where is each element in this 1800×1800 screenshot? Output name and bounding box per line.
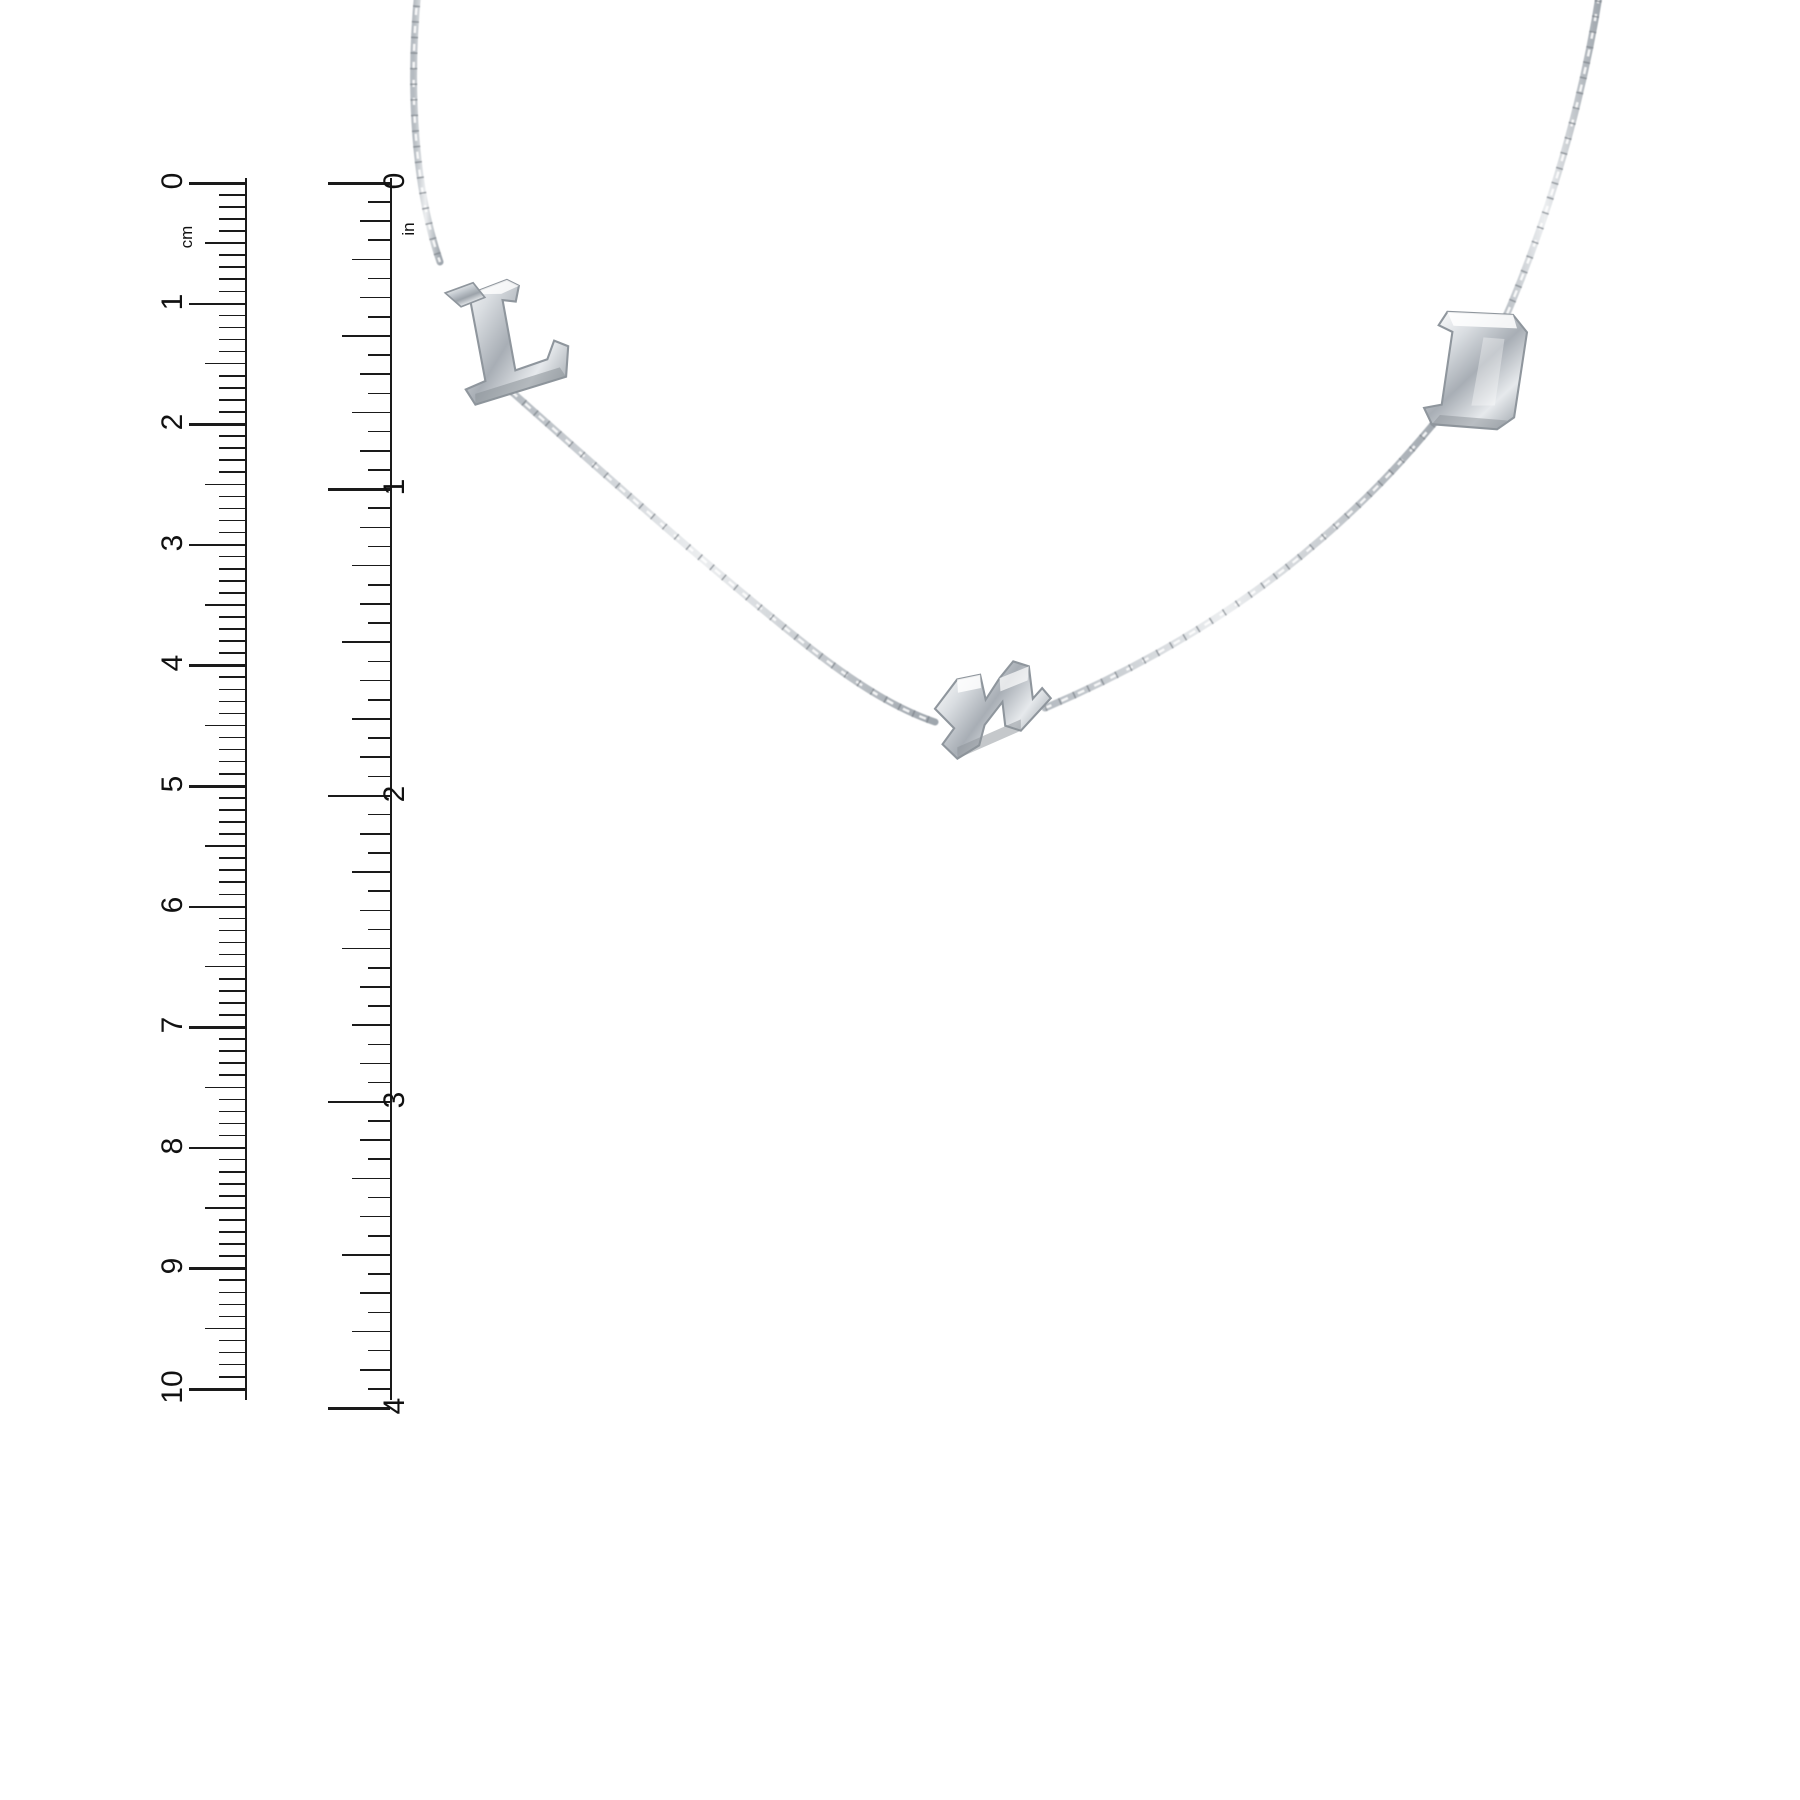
- ruler-inch-minor-tick: [360, 1139, 390, 1141]
- ruler-cm-label: 7: [156, 1016, 189, 1034]
- ruler-inch-minor-tick: [360, 220, 390, 222]
- ruler-cm-label: 6: [156, 896, 189, 913]
- chain-segment-upper-right: [1500, 0, 1600, 330]
- ruler-inch-minor-tick: [352, 259, 390, 261]
- ruler-cm-minor-tick: [205, 845, 247, 847]
- ruler-cm-minor-tick: [219, 749, 247, 751]
- ruler-cm-minor-tick: [219, 676, 247, 678]
- ruler-cm-minor-tick: [219, 1135, 247, 1137]
- ruler-cm-minor-tick: [219, 1099, 247, 1101]
- ruler-cm-minor-tick: [219, 1376, 247, 1378]
- ruler-cm-minor-tick: [219, 375, 247, 377]
- ruler-cm-label: 4: [156, 655, 189, 672]
- ruler-inch-minor-tick: [368, 316, 390, 318]
- ruler-cm-minor-tick: [219, 616, 247, 618]
- charm-letter-d: [1422, 302, 1532, 438]
- ruler-cm-minor-tick: [219, 278, 247, 280]
- ruler-inch-minor-tick: [368, 1005, 390, 1007]
- ruler-cm-minor-tick: [219, 447, 247, 449]
- charm-letter-a-label: [965, 690, 966, 691]
- ruler-cm-minor-tick: [219, 1255, 247, 1257]
- ruler-cm-minor-tick: [219, 351, 247, 353]
- ruler-inch-minor-tick: [368, 239, 390, 241]
- ruler-cm-label: 8: [156, 1137, 189, 1155]
- ruler-inch-minor-tick: [360, 756, 390, 758]
- ruler-cm-minor-tick: [219, 1050, 247, 1052]
- ruler-cm-minor-tick: [219, 1243, 247, 1245]
- ruler-cm-unit-caption: cm: [177, 225, 196, 249]
- ruler-cm-minor-tick: [219, 857, 247, 859]
- ruler-cm-minor-tick: [205, 242, 247, 244]
- ruler-inch-minor-tick: [360, 910, 390, 912]
- chain-segment-a-to-d: [1045, 410, 1445, 708]
- ruler-cm-minor-tick: [219, 942, 247, 944]
- ruler-cm-major-tick: [189, 1147, 247, 1150]
- ruler-inch-minor-tick: [360, 527, 390, 529]
- ruler-cm-minor-tick: [205, 725, 247, 727]
- ruler-cm-baseline: [245, 178, 247, 1400]
- charm-letter-d-label: [1450, 350, 1451, 351]
- ruler-cm-minor-tick: [219, 1304, 247, 1306]
- ruler-cm-minor-tick: [219, 556, 247, 558]
- ruler-cm-minor-tick: [219, 1279, 247, 1281]
- ruler-inch-minor-tick: [368, 278, 390, 280]
- ruler-cm-minor-tick: [219, 737, 247, 739]
- ruler-cm-minor-tick: [205, 1087, 247, 1089]
- ruler-inch-label: 0: [378, 172, 411, 190]
- ruler-cm-minor-tick: [219, 1002, 247, 1004]
- ruler-cm-minor-tick: [219, 230, 247, 232]
- ruler-cm-minor-tick: [219, 701, 247, 703]
- ruler-cm-minor-tick: [219, 1316, 247, 1318]
- ruler-cm-minor-tick: [205, 604, 247, 606]
- ruler-cm-minor-tick: [219, 1171, 247, 1173]
- ruler-cm-minor-tick: [219, 640, 247, 642]
- ruler-cm-minor-tick: [219, 399, 247, 401]
- ruler-cm-minor-tick: [219, 1292, 247, 1294]
- ruler-inch-minor-tick: [352, 412, 390, 414]
- ruler-inch-minor-tick: [368, 699, 390, 701]
- chain-group: [414, 0, 1600, 722]
- ruler-cm-minor-tick: [219, 411, 247, 413]
- ruler-cm-minor-tick: [219, 1183, 247, 1185]
- scale-ruler: [150, 160, 490, 1415]
- ruler-cm-minor-tick: [219, 1014, 247, 1016]
- ruler-cm-minor-tick: [219, 918, 247, 920]
- ruler-inch-minor-tick: [352, 1178, 390, 1180]
- ruler-cm-minor-tick: [219, 218, 247, 220]
- ruler-cm-minor-tick: [219, 508, 247, 510]
- ruler-cm-major-tick: [189, 1267, 247, 1270]
- ruler-inch-minor-tick: [368, 1158, 390, 1160]
- ruler-inch-minor-tick: [342, 948, 390, 950]
- ruler-cm-minor-tick: [219, 532, 247, 534]
- ruler-cm-minor-tick: [219, 459, 247, 461]
- ruler-inch-minor-tick: [352, 565, 390, 567]
- ruler-inch-minor-tick: [352, 1331, 390, 1333]
- ruler-cm-minor-tick: [219, 930, 247, 932]
- ruler-cm-minor-tick: [219, 833, 247, 835]
- ruler-cm-minor-tick: [219, 580, 247, 582]
- ruler-cm-minor-tick: [219, 1231, 247, 1233]
- ruler-cm-minor-tick: [219, 471, 247, 473]
- ruler-cm-minor-tick: [219, 761, 247, 763]
- ruler-cm-minor-tick: [219, 713, 247, 715]
- ruler-inch-minor-tick: [352, 871, 390, 873]
- ruler-cm-minor-tick: [205, 1328, 247, 1330]
- ruler-cm-minor-tick: [205, 1207, 247, 1209]
- ruler-cm-major-tick: [189, 785, 247, 788]
- ruler-inch-minor-tick: [368, 584, 390, 586]
- ruler-inch-minor-tick: [368, 1312, 390, 1314]
- ruler-inch-minor-tick: [360, 833, 390, 835]
- ruler-cm-major-tick: [189, 1026, 247, 1029]
- ruler-cm-minor-tick: [205, 363, 247, 365]
- ruler-cm-major-tick: [189, 664, 247, 667]
- ruler-inch-label: 3: [378, 1091, 411, 1109]
- ruler-inch-minor-tick: [360, 297, 390, 299]
- ruler-cm-minor-tick: [219, 869, 247, 871]
- ruler-inch-minor-tick: [368, 661, 390, 663]
- ruler-cm-minor-tick: [219, 821, 247, 823]
- ruler-cm-minor-tick: [219, 496, 247, 498]
- ruler-cm-minor-tick: [219, 206, 247, 208]
- ruler-cm-label: 2: [156, 413, 189, 431]
- ruler-cm-minor-tick: [219, 894, 247, 896]
- ruler-cm-major-tick: [189, 303, 247, 306]
- ruler-inch-minor-tick: [368, 967, 390, 969]
- charm-letter-a: [922, 650, 1059, 762]
- ruler-cm-minor-tick: [219, 339, 247, 341]
- ruler-cm-minor-tick: [219, 1195, 247, 1197]
- ruler-inch-minor-tick: [368, 852, 390, 854]
- ruler-cm-minor-tick: [205, 484, 247, 486]
- ruler-cm-minor-tick: [219, 327, 247, 329]
- chain-segment-l-to-a: [512, 392, 935, 722]
- ruler-inch-minor-tick: [368, 431, 390, 433]
- ruler-inch-minor-tick: [368, 1044, 390, 1046]
- ruler-cm-minor-tick: [219, 1123, 247, 1125]
- ruler-inch-minor-tick: [368, 393, 390, 395]
- ruler-inch-label: 1: [378, 478, 411, 496]
- ruler-cm-minor-tick: [219, 1062, 247, 1064]
- ruler-inch-label: 2: [378, 785, 411, 802]
- ruler-cm-minor-tick: [219, 568, 247, 570]
- ruler-cm-major-tick: [189, 544, 247, 547]
- ruler-inch-minor-tick: [342, 335, 390, 337]
- ruler-inch-minor-tick: [342, 1254, 390, 1256]
- ruler-cm-minor-tick: [219, 1219, 247, 1221]
- ruler-cm-minor-tick: [219, 1038, 247, 1040]
- ruler-inch-minor-tick: [360, 373, 390, 375]
- ruler-cm-major-tick: [189, 1388, 247, 1391]
- ruler-cm-minor-tick: [219, 652, 247, 654]
- ruler-cm-minor-tick: [219, 797, 247, 799]
- ruler-cm-minor-tick: [219, 881, 247, 883]
- ruler-cm-minor-tick: [219, 1159, 247, 1161]
- ruler-cm-minor-tick: [219, 990, 247, 992]
- ruler-inch-minor-tick: [360, 1216, 390, 1218]
- ruler-inch-minor-tick: [368, 622, 390, 624]
- ruler-cm-minor-tick: [219, 628, 247, 630]
- ruler-cm-minor-tick: [219, 194, 247, 196]
- ruler-cm-minor-tick: [219, 954, 247, 956]
- ruler-inch-minor-tick: [360, 603, 390, 605]
- ruler-cm-minor-tick: [219, 689, 247, 691]
- ruler-inch-minor-tick: [360, 986, 390, 988]
- ruler-inch-minor-tick: [352, 718, 390, 720]
- ruler-inch-minor-tick: [368, 890, 390, 892]
- ruler-cm-minor-tick: [219, 978, 247, 980]
- ruler-inch-minor-tick: [360, 680, 390, 682]
- ruler-cm-label: 1: [156, 293, 189, 310]
- ruler-cm-minor-tick: [219, 773, 247, 775]
- ruler-cm-label: 3: [156, 534, 189, 552]
- ruler-cm-minor-tick: [219, 435, 247, 437]
- ruler-cm-minor-tick: [219, 1074, 247, 1076]
- ruler-inch-label: 4: [378, 1397, 411, 1415]
- ruler-cm-minor-tick: [219, 254, 247, 256]
- ruler-inch-minor-tick: [368, 354, 390, 356]
- ruler-inch-minor-tick: [368, 1197, 390, 1199]
- ruler-inch-minor-tick: [368, 546, 390, 548]
- ruler-cm-minor-tick: [219, 809, 247, 811]
- ruler-inch-minor-tick: [368, 1273, 390, 1275]
- ruler-inch-minor-tick: [342, 641, 390, 643]
- ruler-inch-minor-tick: [368, 737, 390, 739]
- ruler-inch-minor-tick: [368, 1235, 390, 1237]
- ruler-cm-label: 0: [156, 172, 189, 190]
- ruler-cm-label: 5: [156, 775, 189, 793]
- ruler-cm-minor-tick: [219, 1340, 247, 1342]
- ruler-cm-minor-tick: [219, 592, 247, 594]
- ruler-inch-minor-tick: [360, 1292, 390, 1294]
- ruler-cm-minor-tick: [219, 387, 247, 389]
- ruler-cm-minor-tick: [219, 520, 247, 522]
- ruler-cm-label: 10: [156, 1370, 189, 1404]
- ruler-inch-minor-tick: [368, 929, 390, 931]
- ruler-inch-minor-tick: [352, 1024, 390, 1026]
- ruler-cm-minor-tick: [219, 266, 247, 268]
- ruler-cm-minor-tick: [219, 315, 247, 317]
- ruler-cm-minor-tick: [219, 291, 247, 293]
- ruler-cm-major-tick: [189, 182, 247, 185]
- ruler-cm-major-tick: [189, 906, 247, 909]
- ruler-cm-minor-tick: [219, 1364, 247, 1366]
- ruler-cm-label: 9: [156, 1258, 189, 1275]
- ruler-inch-minor-tick: [368, 1350, 390, 1352]
- ruler-cm-minor-tick: [219, 1111, 247, 1113]
- ruler-cm-major-tick: [189, 423, 247, 426]
- ruler-cm-minor-tick: [219, 1352, 247, 1354]
- ruler-cm-minor-tick: [205, 966, 247, 968]
- ruler-inch-unit-caption: in: [399, 222, 418, 236]
